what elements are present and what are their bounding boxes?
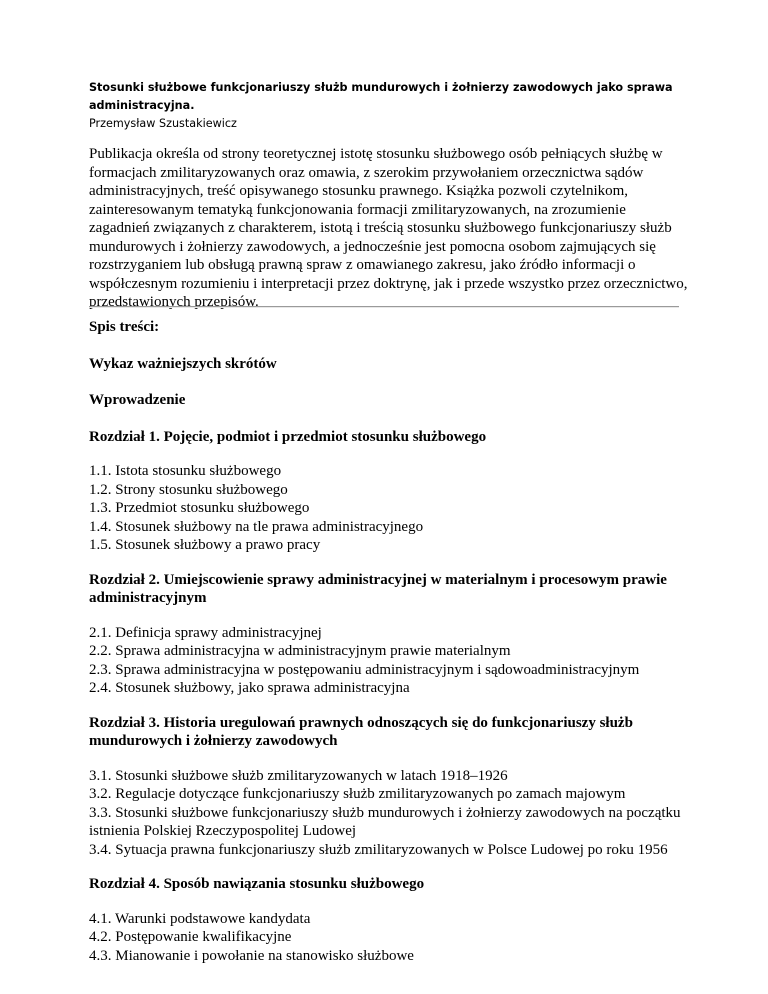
chapter-item: 1.5. Stosunek służbowy a prawo pracy	[89, 537, 321, 553]
chapter-item: 4.1. Warunki podstawowe kandydata	[89, 910, 311, 927]
document-author: Przemysław Szustakiewicz	[89, 117, 237, 130]
chapter-1	[89, 428, 689, 555]
chapter-title: Rozdział 3. Historia uregulowań prawnych odnoszących się do funkcjonariuszy służb mundurowych i żołnierzy zawodowych	[89, 714, 633, 749]
chapter-item: 1.1. Istota stosunku służbowego	[89, 463, 282, 479]
toc-abbreviations: Wykaz ważniejszych skrótów	[89, 355, 277, 372]
chapter-item: 1.2. Strony stosunku służbowego	[89, 481, 288, 498]
chapter-item: 1.3. Przedmiot stosunku służbowego	[89, 500, 310, 516]
horizontal-divider	[89, 306, 679, 308]
chapter-item: 3.2. Regulacje dotyczące funkcjonariuszy służb zmilitaryzowanych po zamach majowym	[89, 786, 626, 802]
chapter-item: 3.1. Stosunki służbowe służb zmilitaryzowanych w latach 1918–1926	[89, 767, 508, 784]
chapter-title: Rozdział 4. Sposób nawiązania stosunku służbowego	[89, 876, 425, 892]
chapter-title: Rozdział 2. Umiejscowienie sprawy administracyjnej w materialnym i procesowym prawie administracyjnym	[89, 571, 667, 606]
chapter-item: 4.2. Postępowanie kwalifikacyjne	[89, 929, 292, 945]
chapter-item: 2.2. Sprawa administracyjna w administracyjnym prawie materialnym	[89, 643, 511, 659]
abstract-paragraph: Publikacja określa od strony teoretycznej istotę stosunku służbowego osób pełniących służbę w formacjach zmilitaryzowanych oraz omawia, z szerokim przywołaniem orzecznictwa sądów administracyjnych, treść opisywanego stosunku prawnego. Książka pozwoli czytelnikom, zainteresowanym tematyką funkcjonowania formacji zmilitaryzowanych, na zrozumienie zagadnień związanych z charakterem, istotą i treścią stosunku służbowego funkcjonariuszy służb mundurowych i żołnierzy zawodowych, a jednocześnie jest pomocna osobom zajmujących się rozstrzyganiem lub obsługą prawną spraw z omawianego zakresu, jako źródło informacji o współczesnym rozumieniu i interpretacji przez doktrynę, jak i przede wszystko przez orzecznictwo, przedstawionych przepisów.	[89, 146, 688, 310]
chapter-title: Rozdział 1. Pojęcie, podmiot i przedmiot stosunku służbowego	[89, 428, 487, 445]
chapter-item: 4.3. Mianowanie i powołanie na stanowisko służbowe	[89, 947, 414, 964]
chapter-item: 3.3. Stosunki służbowe funkcjonariuszy służb mundurowych i żołnierzy zawodowych na początku istnienia Polskiej Rzeczypospolitej Ludowej	[89, 804, 681, 839]
table-of-contents	[89, 318, 689, 965]
chapter-2	[89, 571, 689, 698]
chapter-3	[89, 714, 689, 860]
chapter-item: 2.4. Stosunek służbowy, jako sprawa administracyjna	[89, 680, 410, 696]
chapter-4	[89, 875, 689, 965]
chapter-item: 1.4. Stosunek służbowy na tle prawa administracyjnego	[89, 518, 424, 535]
chapter-item: 2.1. Definicja sprawy administracyjnej	[89, 624, 322, 641]
document-title: Stosunki służbowe funkcjonariuszy służb mundurowych i żołnierzy zawodowych jako sprawa administracyjna.	[89, 81, 673, 112]
chapter-item: 2.3. Sprawa administracyjna w postępowaniu administracyjnym i sądowoadministracyjnym	[89, 661, 640, 678]
chapter-item: 3.4. Sytuacja prawna funkcjonariuszy służb zmilitaryzowanych w Polsce Ludowej po roku 1956	[89, 841, 668, 858]
toc-introduction: Wprowadzenie	[89, 392, 186, 408]
toc-heading: Spis treści:	[89, 319, 160, 335]
